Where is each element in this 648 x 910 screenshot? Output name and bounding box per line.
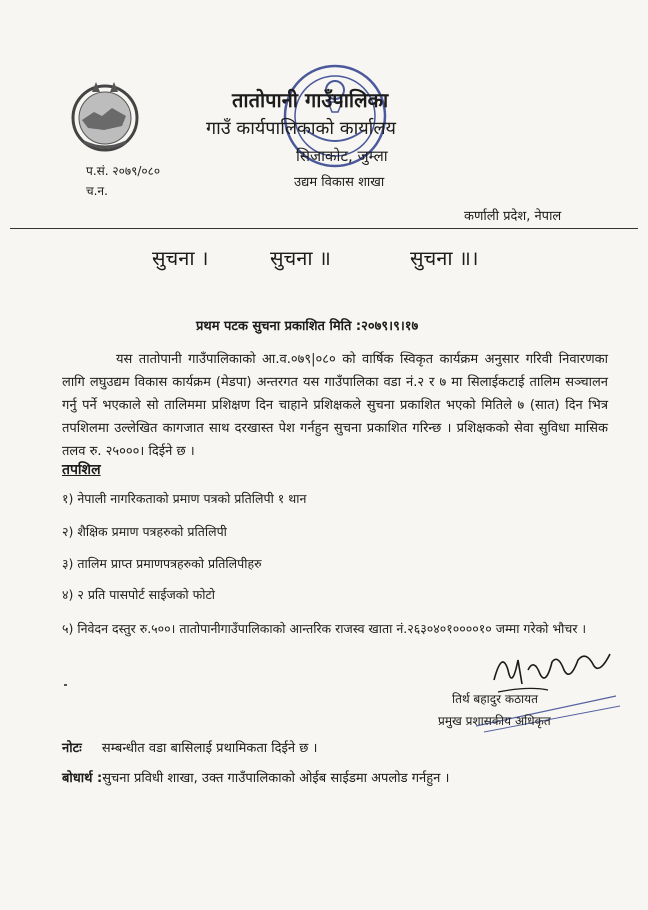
- notice-heading-1: सुचना ।: [152, 246, 209, 270]
- details-title: तपशिल: [62, 462, 101, 478]
- info-line: [62, 768, 449, 786]
- branch-name: उद्यम विकास शाखा: [294, 175, 385, 190]
- details-item: १) नेपाली नागरिकताको प्रमाण पत्रको प्रतिलिपी १ थान: [62, 491, 307, 506]
- info-text: सुचना प्रविधी शाखा, उक्त गाउँपालिकाको ओईब साईडमा अपलोड गर्नहुन ।: [102, 771, 450, 786]
- signatory-name: तिर्थ बहादुर कठायत: [452, 692, 538, 706]
- office-location: सिजाकोट, जुम्ला: [296, 147, 388, 165]
- notice-heading-3: सुचना ॥।: [410, 246, 479, 270]
- note-line: [62, 738, 317, 756]
- province-label: कर्णाली प्रदेश, नेपाल: [464, 209, 562, 224]
- header-divider: [10, 228, 638, 229]
- signatory-title: प्रमुख प्रशासकीय अधिकृत: [438, 714, 551, 728]
- details-item: ३) तालिम प्राप्त प्रमाणपत्रहरुको प्रतिलिपीहरु: [62, 556, 262, 571]
- office-name: गाउँ कार्यपालिकाको कार्यालय: [206, 118, 396, 139]
- nepal-emblem-icon: [64, 72, 146, 154]
- dispatch-number: च.न.: [86, 184, 108, 198]
- details-item: २) शैक्षिक प्रमाण पत्रहरुको प्रतिलिपी: [62, 524, 227, 539]
- municipality-title: तातोपानी गाउँपालिका: [232, 88, 389, 112]
- info-label: बोधार्थ :: [62, 771, 103, 786]
- publication-line: प्रथम पटक सुचना प्रकाशित मिति :२०७९।९।१७: [196, 319, 419, 334]
- note-text: सम्बन्धीत वडा बासिलाई प्रथामिकता दिईने छ ।: [101, 741, 318, 756]
- details-item: ४) २ प्रति पासपोर्ट साईजको फोटो: [62, 587, 215, 602]
- details-item: ५) निवेदन दस्तुर रु.५००। तातोपानीगाउँपालिकाको आन्तरिक राजस्व खाता नं.२६३०४०१००००१० जम्मा गरेको भौचर ।: [62, 621, 587, 636]
- stray-mark: [64, 684, 67, 686]
- note-label: नोटः: [62, 741, 82, 756]
- body-paragraph: यस तातोपानी गाउँपालिकाको आ.व.०७९|०८० को वार्षिक स्विकृत कार्यक्रम अनुसार गरिवी निवारणका लागि लघुउद्यम विकास कार्यक्रम (मेडपा) अन्तरगत यस गाउँपालिका वडा नं.२ र ७ मा सिलाईकटाई तालिम सञ्चालन गर्नु पर्ने भएकाले सो तालिममा प्रशिक्षण दिन चाहाने प्रशिक्षकले सुचना प्रकाशित भएको मितिले ७ (सात) दिन भित्र तपशिलमा उल्लेखित कागजात साथ दरखास्त पेश गर्नहुन सुचना प्रकाशित गरिन्छ । प्रशिक्षकको सेवा सुविधा मासिक तलव रु. २५०००। दिईने छ ।: [62, 352, 608, 459]
- notice-heading-2: सुचना ॥: [270, 246, 331, 270]
- reference-number: प.सं. २०७९/०८०: [86, 164, 161, 178]
